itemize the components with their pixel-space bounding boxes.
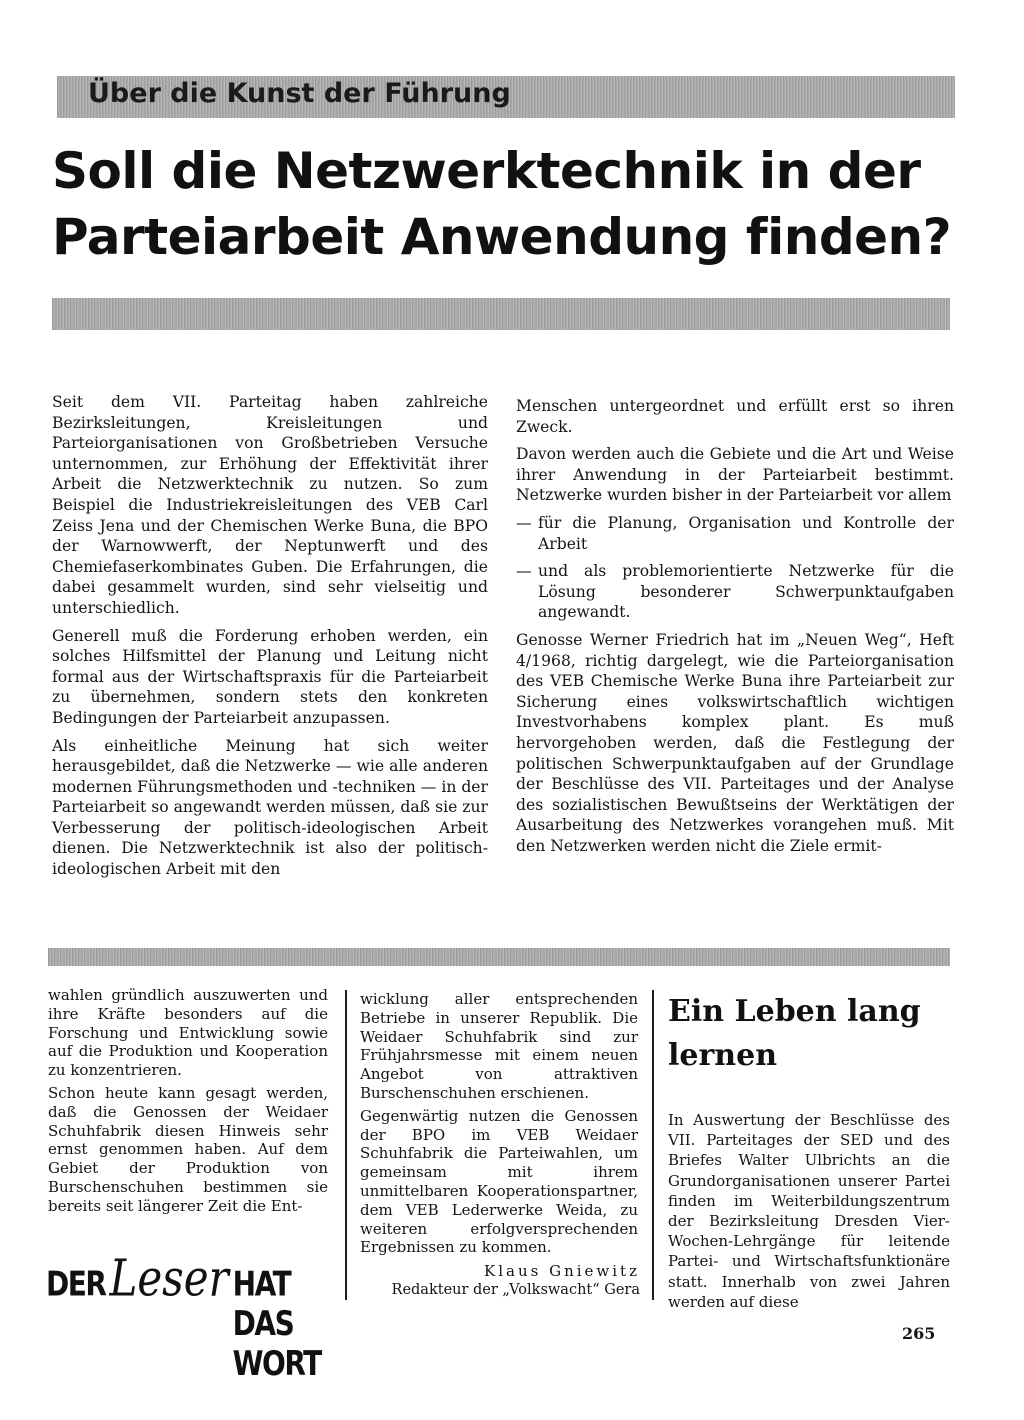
article-paragraph: Menschen untergeordnet und erfüllt erst so ihren Zweck. — [516, 397, 954, 436]
article-paragraph: Genosse Werner Friedrich hat im „Neuen Weg“, Heft 4/1968, richtig dargelegt, wie die Parteiorganisation des VEB Chemische Werke Buna ihre Parteiarbeit zur Sicherung eines volkswirtschaftlich wichtigen Investvorhabens komplex plant. Es muß hervorgehoben werden, daß die Festlegung der politischen Schwerpunktaufgaben auf der Grundlage der Beschlüsse des VII. Parteitages und der Analyse des sozialistischen Bewußtseins der Werktätigen der Ausarbeitung des Netzwerkes vorangehen muß. Mit den Netzwerken werden nicht die Ziele ermit- — [516, 630, 954, 855]
list-item — [516, 561, 954, 623]
article-paragraph: Seit dem VII. Parteitag haben zahlreiche Bezirksleitungen, Kreisleitungen und Parteiorganisationen von Großbetrieben Versuche unternommen, zur Erhöhung der Effektivität ihrer Arbeit die Netzwerktechnik zu nutzen. So zum Beispiel die Industriekreisleitungen des VEB Carl Zeiss Jena und der Chemischen Werke Buna, die BPO der Warnowwerft, der Neptunwerft und des Chemiefaserkombinates Guben. Die Erfahrungen, die dabei gesammelt wurden, sind sehr vielseitig und unterschiedlich. — [52, 393, 488, 617]
letter-paragraph: Gegenwärtig nutzen die Genossen der BPO im VEB Weidaer Schuhfabrik die Parteiwahlen, um gemeinsam mit ihrem unmittelbaren Kooperationspartner, dem VEB Lederwerke Weida, zu weiteren erfolgversprechenden Ergebnissen zu kommen. — [360, 1106, 638, 1257]
letter-paragraph: wahlen gründlich auszuwerten und ihre Kräfte besonders auf die Forschung und Entwicklung sowie auf die Produktion und Kooperation zu konzentrieren. — [48, 986, 328, 1080]
list-item — [516, 513, 954, 554]
article-left-column — [52, 392, 488, 887]
rubric-logo — [46, 1249, 326, 1383]
list-dash: — — [516, 513, 532, 532]
decorative-rule — [52, 298, 950, 330]
article-paragraph: Generell muß die Forderung erhoben werden, ein solches Hilfsmittel der Planung und Leitung nicht formal aus der Wirtschaftspraxis für die Parteiarbeit zu übernehmen, sondern stets den konkreten Bedingungen der Parteiarbeit anzupassen. — [52, 626, 488, 727]
rubric-part1: DER — [46, 1264, 106, 1304]
decorative-rule — [48, 948, 950, 966]
column-divider — [652, 990, 654, 1300]
signature-title: Redakteur der „Volkswacht“ Gera — [391, 1282, 640, 1298]
box-body — [668, 1110, 950, 1319]
letter-column-2 — [360, 990, 638, 1261]
letter-column-1 — [48, 986, 328, 1220]
list-item-text: für die Planung, Organisation und Kontrolle der Arbeit — [538, 513, 954, 553]
page-number: 265 — [902, 1324, 936, 1343]
headline: Soll die Netzwerktechnik in der Parteiarbeit Anwendung finden? — [52, 142, 952, 266]
article-right-column — [516, 396, 954, 863]
kicker: Über die Kunst der Führung — [88, 78, 511, 109]
article-paragraph: Als einheitliche Meinung hat sich weiter herausgebildet, daß die Netzwerke — wie alle anderen modernen Führungsmethoden und -techniken — in der Parteiarbeit so angewandt werden müssen, daß sie zur Verbesserung der politisch-ideologischen Arbeit dienen. Die Netzwerktechnik ist also der politisch-ideologischen Arbeit mit den — [52, 736, 488, 879]
box-title: Ein Leben lang lernen — [668, 994, 921, 1073]
letter-paragraph: Schon heute kann gesagt werden, daß die Genossen der Weidaer Schuhfabrik diesen Hinweis sehr ernst genommen haben. Auf dem Gebiet der Produktion von Burschenschuhen bestimmen sie bereits seit längerer Zeit die Ent- — [48, 1083, 328, 1215]
list-item-text: und als problemorientierte Netzwerke für die Lösung besonderer Schwerpunktaufgaben angewandt. — [538, 562, 954, 622]
box-paragraph: In Auswertung der Beschlüsse des VII. Parteitages der SED und des Briefes Walter Ulbrichts an die Grundorganisationen unserer Partei finden im Weiterbildungszentrum der Bezirksleitung Dresden Vier-Wochen-Lehrgänge für leitende Partei- und Wirtschaftsfunktionäre statt. Innerhalb von zwei Jahren werden auf diese — [668, 1111, 950, 1311]
article-paragraph: Davon werden auch die Gebiete und die Art und Weise ihrer Anwendung in der Parteiarbeit bestimmt. Netzwerke wurden bisher in der Parteiarbeit vor allem — [516, 445, 954, 505]
rubric-part2: HAT DAS WORT — [232, 1264, 321, 1384]
signature-name: Klaus Gniewitz — [484, 1262, 640, 1280]
letter-paragraph: wicklung aller entsprechenden Betriebe in unserer Republik. Die Weidaer Schuhfabrik sind zur Frühjahrsmesse mit einem neuen Angebot von attraktiven Burschenschuhen erschienen. — [360, 990, 638, 1102]
list-dash: — — [516, 562, 532, 581]
column-divider — [345, 990, 347, 1300]
rubric-script: Leser — [109, 1248, 229, 1308]
